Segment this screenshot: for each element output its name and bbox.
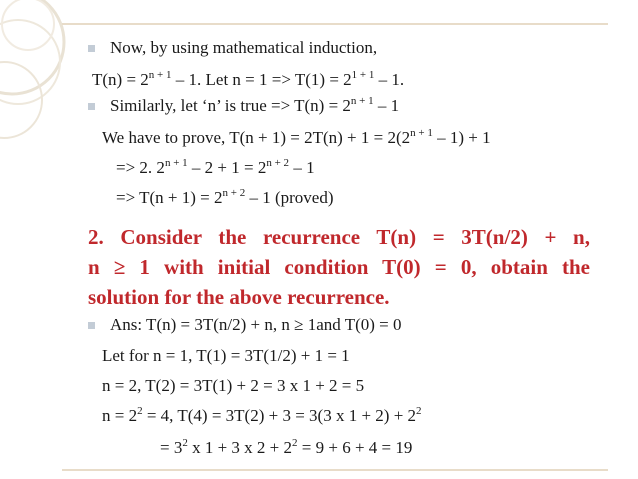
text-segment: n = 2	[102, 406, 138, 425]
bottom-rule	[62, 469, 608, 471]
heading-line: 2. Consider the recurrence T(n) = 3T(n/2) + n,	[88, 225, 590, 249]
bullet-answer	[110, 315, 401, 335]
superscript: 2	[137, 405, 143, 417]
text-segment: Similarly, let ‘n’ is true => T(n) = 2	[110, 96, 351, 115]
text-segment: => 2. 2	[116, 158, 165, 177]
bullet-induction	[110, 38, 377, 58]
superscript: n + 1	[148, 69, 172, 81]
heading-line: solution for the above recurrence.	[88, 285, 390, 309]
text-segment: – 2 + 1 = 2	[187, 158, 267, 177]
text-segment: We have to prove, T(n + 1) = 2T(n) + 1 = 2(2	[102, 128, 411, 147]
text-segment: => T(n + 1) = 2	[116, 188, 223, 207]
text-segment: – 1	[289, 158, 315, 177]
bullet-similarly	[110, 96, 399, 116]
text-segment: = 4, T(4) = 3T(2) + 3 = 3(3 x 1 + 2) + 2	[142, 406, 417, 425]
superscript: n + 1	[350, 95, 374, 107]
superscript: 2	[182, 437, 188, 449]
line-n4	[102, 406, 422, 426]
text-segment: = 3	[160, 438, 183, 457]
line-step	[116, 158, 315, 178]
bullet-marker	[88, 45, 95, 52]
text-segment: n = 2, T(2) = 3T(1) + 2 = 3 x 1 + 2 = 5	[102, 376, 365, 395]
superscript: n + 1	[164, 157, 188, 169]
line-to-prove	[102, 128, 491, 148]
line-base-case	[92, 70, 404, 90]
text-segment: Let for n = 1, T(1) = 3T(1/2) + 1 = 1	[102, 346, 350, 365]
line-proved	[116, 188, 334, 208]
decorative-circles	[0, 0, 80, 479]
top-rule	[62, 23, 608, 25]
text-answer: Ans: T(n) = 3T(n/2) + n, n ≥ 1and T(0) = 0	[110, 315, 402, 334]
superscript: n + 2	[222, 187, 246, 199]
heading-line: n ≥ 1 with initial condition T(0) = 0, obtain the	[88, 255, 590, 279]
problem-heading	[88, 222, 590, 312]
superscript: 2	[292, 437, 298, 449]
text-segment: T(n) = 2	[92, 70, 149, 89]
text-induction: Now, by using mathematical induction,	[110, 38, 378, 57]
text-segment: – 1. Let n = 1 => T(1) = 2	[171, 70, 352, 89]
superscript: n + 2	[266, 157, 290, 169]
text-segment: – 1	[373, 96, 400, 115]
line-n1	[102, 346, 350, 366]
text-segment: x 1 + 3 x 2 + 2	[187, 438, 293, 457]
text-segment: = 9 + 6 + 4 = 19	[297, 438, 413, 457]
bullet-marker	[88, 103, 95, 110]
superscript: 2	[416, 405, 422, 417]
line-n2	[102, 376, 364, 396]
superscript: 1 + 1	[351, 69, 375, 81]
superscript: n + 1	[410, 127, 433, 139]
text-segment: – 1 (proved)	[245, 188, 334, 207]
text-segment: – 1) + 1	[432, 128, 491, 147]
line-result	[160, 438, 412, 458]
bullet-marker	[88, 322, 95, 329]
text-segment: – 1.	[374, 70, 405, 89]
